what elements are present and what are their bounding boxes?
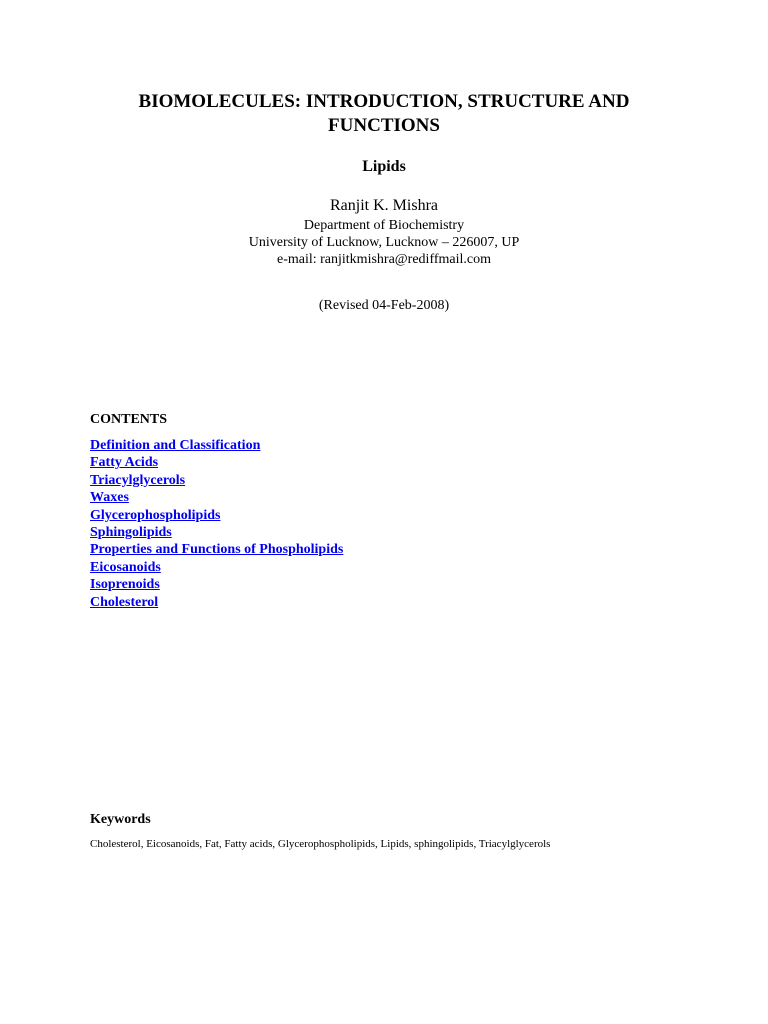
toc-item (90, 454, 343, 471)
toc-link-eicosanoids[interactable]: Eicosanoids (90, 559, 161, 575)
author-name: Ranjit K. Mishra (330, 197, 438, 214)
revision-date: (Revised 04-Feb-2008) (318, 298, 450, 313)
toc-item (90, 489, 343, 506)
keywords-list: Cholesterol, Eicosanoids, Fat, Fatty acids, Glycerophospholipids, Lipids, sphingolipids, Triacylglycerols (90, 838, 551, 850)
toc-link-waxes[interactable]: Waxes (90, 490, 129, 506)
contents-heading: CONTENTS (90, 412, 168, 427)
toc-link-phospholipid-properties[interactable]: Properties and Functions of Phospholipids (90, 542, 344, 558)
table-of-contents (90, 437, 343, 611)
toc-link-sphingolipids[interactable]: Sphingolipids (90, 525, 172, 541)
toc-item (90, 437, 343, 454)
toc-link-fatty-acids[interactable]: Fatty Acids (90, 455, 159, 471)
author-email: e-mail: ranjitkmishra@rediffmail.com (276, 252, 491, 267)
document-subtitle: Lipids (362, 158, 406, 175)
toc-item (90, 576, 343, 593)
keywords-heading: Keywords (90, 812, 151, 827)
toc-link-cholesterol[interactable]: Cholesterol (90, 594, 159, 610)
toc-link-definition-and-classification[interactable]: Definition and Classification (90, 438, 261, 453)
document-title: BIOMOLECULES: INTRODUCTION, STRUCTURE AND FUNCTIONS (138, 91, 630, 136)
toc-link-glycerophospholipids[interactable]: Glycerophospholipids (90, 507, 221, 523)
toc-item (90, 472, 343, 489)
toc-item (90, 524, 343, 541)
toc-link-isoprenoids[interactable]: Isoprenoids (90, 577, 160, 593)
toc-item (90, 559, 343, 576)
author-university: University of Lucknow, Lucknow – 226007, UP (248, 235, 520, 250)
author-department: Department of Biochemistry (303, 218, 465, 233)
toc-item (90, 507, 343, 524)
toc-item (90, 541, 343, 558)
toc-item (90, 594, 343, 611)
toc-link-triacylglycerols[interactable]: Triacylglycerols (90, 472, 186, 488)
